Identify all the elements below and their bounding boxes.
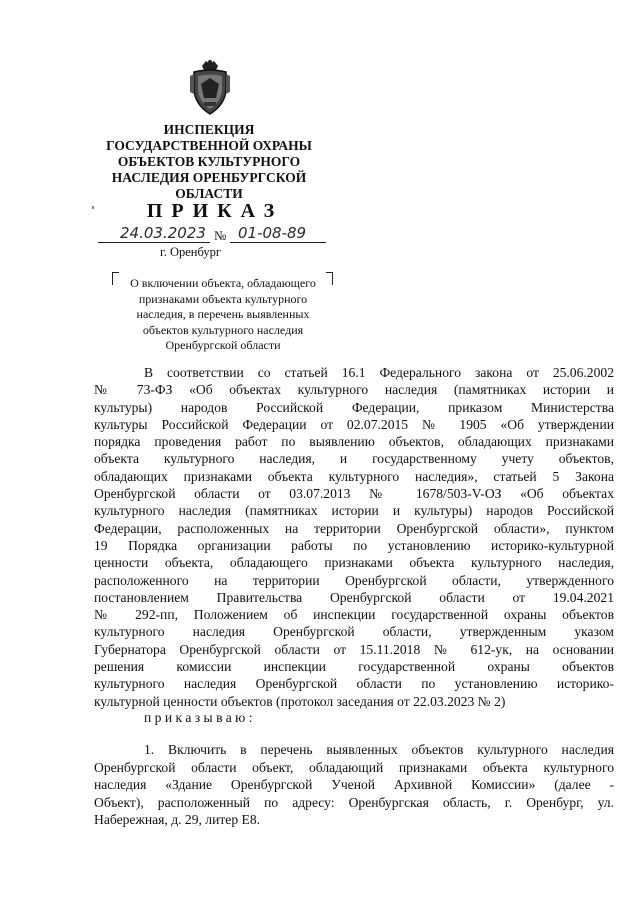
date-underline xyxy=(98,242,210,243)
subject-line: наследия, в перечень выявленных xyxy=(136,307,310,322)
item-line: Оренбургской области объект, обладающий признаками объекта культурного xyxy=(94,759,614,775)
order-word: приказываю: xyxy=(144,710,256,725)
handwritten-date: 24.03.2023 xyxy=(120,224,206,242)
preamble-paragraph xyxy=(94,364,614,710)
org-line: ОБЛАСТИ xyxy=(175,186,243,201)
preamble-line: Федерации, расположенных на территории Оренбургской области», пунктом xyxy=(94,520,614,536)
preamble-line: 19 Порядка организации работы по установлению историко-культурной xyxy=(94,537,614,553)
preamble-line: В соответствии со статьей 16.1 Федерального закона от 25.06.2002 xyxy=(144,365,614,380)
preamble-line: культурной ценности объектов (протокол заседания от 22.03.2023 № 2) xyxy=(94,693,506,709)
organization-name xyxy=(84,122,334,202)
subject-line: признаками объекта культурного xyxy=(138,291,308,306)
preamble-line: обладающих признаками объекта культурного наследия», статьей 5 Закона xyxy=(94,468,614,484)
preamble-line: Оренбургской области от 03.07.2013 № 1678/503-V-ОЗ «Об объектах xyxy=(94,486,614,502)
preamble-line: культурного наследия Оренбургской области, утвержденным указом xyxy=(94,624,614,640)
subject-line: объектов культурного наследия xyxy=(142,322,304,337)
org-line: ИНСПЕКЦИЯ xyxy=(163,122,255,137)
document-subject xyxy=(114,276,332,354)
item-line: наследия «Здание Оренбургской Ученой Архивной Комиссии» (далее - xyxy=(94,777,614,792)
org-line: ОБЪЕКТОВ КУЛЬТУРНОГО xyxy=(117,154,301,169)
preamble-line: постановлением Правительства Оренбургской области от 19.04.2021 xyxy=(94,589,614,605)
item-line: 1. Включить в перечень выявленных объектов культурного наследия xyxy=(144,742,614,757)
item-line: Объект), расположенный по адресу: Оренбургская область, г. Оренбург, ул. xyxy=(94,794,614,810)
city-label: г. Оренбург xyxy=(160,245,221,259)
preamble-line: порядка проведения работ по выявлению объектов, обладающих признаками xyxy=(94,434,614,450)
preamble-line: Губернатора Оренбургской области от 15.11.2018 № 612-ук, на основании xyxy=(94,641,614,657)
preamble-line: решения комиссии инспекции государственной охраны объектов xyxy=(94,659,614,675)
document-type-title: ПРИКАЗ xyxy=(146,200,284,222)
preamble-line: культурного наследия (памятниках истории и культуры) народов Российской xyxy=(94,503,614,519)
preamble-line: № 292-пп, Положением об инспекции государственной охраны объектов xyxy=(94,607,614,623)
number-underline xyxy=(230,242,326,243)
number-label: № xyxy=(214,228,227,243)
preamble-line: культурного наследия Оренбургской области по установлению историко- xyxy=(94,676,614,692)
subject-line: О включении объекта, обладающего xyxy=(130,276,316,290)
order-item-1 xyxy=(94,741,614,829)
org-line: ГОСУДАРСТВЕННОЙ ОХРАНЫ xyxy=(106,138,312,153)
handwritten-number: 01-08-89 xyxy=(238,224,307,242)
preamble-line: культуры Российской Федерации от 02.07.2015 № 1905 «Об утверждении xyxy=(94,416,614,432)
subject-line: Оренбургской области xyxy=(165,338,281,353)
preamble-line: расположенного на территории Оренбургской области, утвержденного xyxy=(94,572,614,588)
preamble-line: № 73-ФЗ «Об объектах культурного наследия (памятниках истории и xyxy=(94,382,614,398)
preamble-line: культуры) народов Российской Федерации, приказом Министерства xyxy=(94,399,614,415)
scan-speck xyxy=(92,206,94,209)
org-line: НАСЛЕДИЯ ОРЕНБУРГСКОЙ xyxy=(111,170,307,185)
coat-of-arms-emblem xyxy=(188,58,232,118)
preamble-line: объекта культурного наследия, и государственному учету объектов, xyxy=(94,451,614,467)
preamble-line: ценности объекта, обладающего признаками объекта культурного наследия, xyxy=(94,555,614,571)
date-number-line xyxy=(98,226,330,246)
item-line: Набережная, д. 29, литер Е8. xyxy=(94,812,261,827)
